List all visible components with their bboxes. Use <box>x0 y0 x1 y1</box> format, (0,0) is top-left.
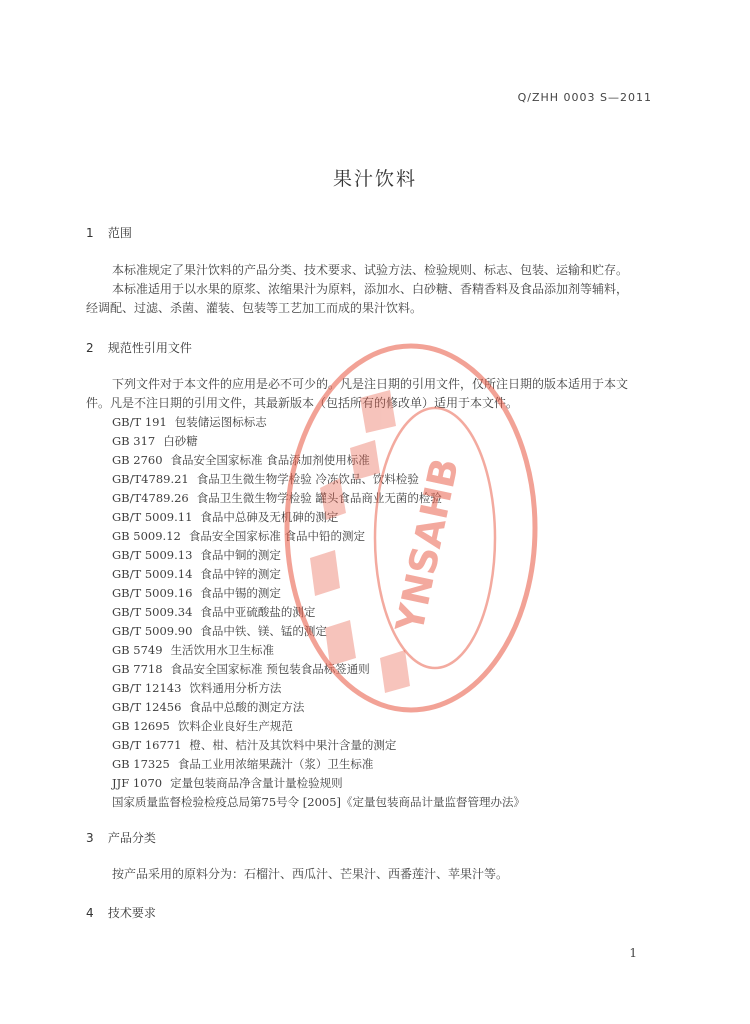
reference-code: GB 5009.12 <box>112 529 181 543</box>
reference-code: GB/T4789.26 <box>112 491 189 505</box>
section-title: 规范性引用文件 <box>107 341 192 355</box>
reference-code: GB 17325 <box>112 757 170 771</box>
reference-code: JJF 1070 <box>112 776 163 790</box>
reference-title: 国家质量监督检验检疫总局第75号令 [2005]《定量包装商品计量监督管理办法》 <box>112 795 526 809</box>
reference-item <box>112 736 525 755</box>
section-number: 1 <box>86 226 94 240</box>
section-heading-technical <box>86 904 156 921</box>
reference-code: GB/T 5009.90 <box>112 624 193 638</box>
section-heading-scope <box>86 224 132 241</box>
reference-title: 食品安全国家标准 预包装食品标签通则 <box>170 662 370 676</box>
section-number: 4 <box>86 906 94 920</box>
reference-title: 定量包装商品净含量计量检验规则 <box>170 776 343 790</box>
reference-code: GB/T 191 <box>112 415 167 429</box>
reference-title: 食品中总砷及无机砷的测定 <box>200 510 339 524</box>
reference-title: 食品中铜的测定 <box>200 548 281 562</box>
reference-code: GB/T 16771 <box>112 738 182 752</box>
reference-title: 食品中铁、镁、锰的测定 <box>200 624 327 638</box>
reference-title: 包装储运图标标志 <box>174 415 267 429</box>
reference-item <box>112 774 525 793</box>
company-seal-stamp <box>280 338 542 718</box>
reference-title: 饮料通用分析方法 <box>189 681 282 695</box>
reference-title: 生活饮用水卫生标准 <box>170 643 275 657</box>
section-title: 技术要求 <box>107 906 156 920</box>
page-number: 1 <box>629 946 637 960</box>
reference-title: 食品安全国家标准 食品添加剂使用标准 <box>170 453 370 467</box>
reference-title: 食品中锌的测定 <box>200 567 281 581</box>
reference-title: 食品中总酸的测定方法 <box>189 700 305 714</box>
reference-title: 食品卫生微生物学检验 罐头食品商业无菌的检验 <box>196 491 442 505</box>
reference-code: GB/T 5009.34 <box>112 605 193 619</box>
reference-code: GB 12695 <box>112 719 170 733</box>
reference-title: 食品中亚硫酸盐的测定 <box>200 605 316 619</box>
section-title: 产品分类 <box>107 831 156 845</box>
reference-title: 食品安全国家标准 食品中铅的测定 <box>188 529 366 543</box>
reference-code: GB/T 5009.11 <box>112 510 193 524</box>
reference-code: GB 5749 <box>112 643 163 657</box>
section-title: 范围 <box>107 226 132 240</box>
page-title: 果汁饮料 <box>332 168 417 190</box>
section-heading-classification <box>86 829 156 846</box>
classification-text: 按产品采用的原料分为：石榴汁、西瓜汁、芒果汁、西番莲汁、苹果汁等。 <box>112 867 509 881</box>
seal-text: YNSAHB <box>387 454 468 637</box>
reference-code: GB/T4789.21 <box>112 472 189 486</box>
section-heading-references <box>86 339 192 356</box>
reference-item <box>112 755 525 774</box>
reference-item <box>112 717 525 736</box>
reference-title: 橙、柑、桔汁及其饮料中果汁含量的测定 <box>189 738 397 752</box>
reference-title: 食品卫生微生物学检验 冷冻饮品、饮料检验 <box>196 472 419 486</box>
section-number: 3 <box>86 831 94 845</box>
reference-title: 食品中锡的测定 <box>200 586 281 600</box>
reference-title: 食品工业用浓缩果蔬汁（浆）卫生标准 <box>177 757 374 771</box>
scope-line-3: 经调配、过滤、杀菌、灌装、包装等工艺加工而成的果汁饮料。 <box>86 301 423 315</box>
references-intro-1: 下列文件对于本文件的应用是必不可少的。凡是注日期的引用文件，仅所注日期的版本适用于本文 <box>112 377 629 391</box>
reference-code: GB/T 12143 <box>112 681 182 695</box>
reference-code: GB 7718 <box>112 662 163 676</box>
reference-code: GB/T 5009.16 <box>112 586 193 600</box>
reference-code: GB/T 5009.14 <box>112 567 193 581</box>
reference-code: GB 317 <box>112 434 156 448</box>
section-number: 2 <box>86 341 94 355</box>
reference-code: GB/T 12456 <box>112 700 182 714</box>
reference-title: 白砂糖 <box>163 434 198 448</box>
scope-line-1: 本标准规定了果汁饮料的产品分类、技术要求、试验方法、检验规则、标志、包装、运输和贮存。 <box>112 263 629 277</box>
reference-code: GB/T 5009.13 <box>112 548 193 562</box>
references-intro-2: 件。凡是不注日期的引用文件，其最新版本（包括所有的修改单）适用于本文件。 <box>86 396 519 410</box>
scope-line-2: 本标准适用于以水果的原浆、浓缩果汁为原料，添加水、白砂糖、香精香料及食品添加剂等辅料， <box>112 282 629 296</box>
reference-code: GB 2760 <box>112 453 163 467</box>
reference-title: 饮料企业良好生产规范 <box>177 719 293 733</box>
document-code: Q/ZHH 0003 S—2011 <box>517 91 652 104</box>
reference-item <box>112 793 525 812</box>
